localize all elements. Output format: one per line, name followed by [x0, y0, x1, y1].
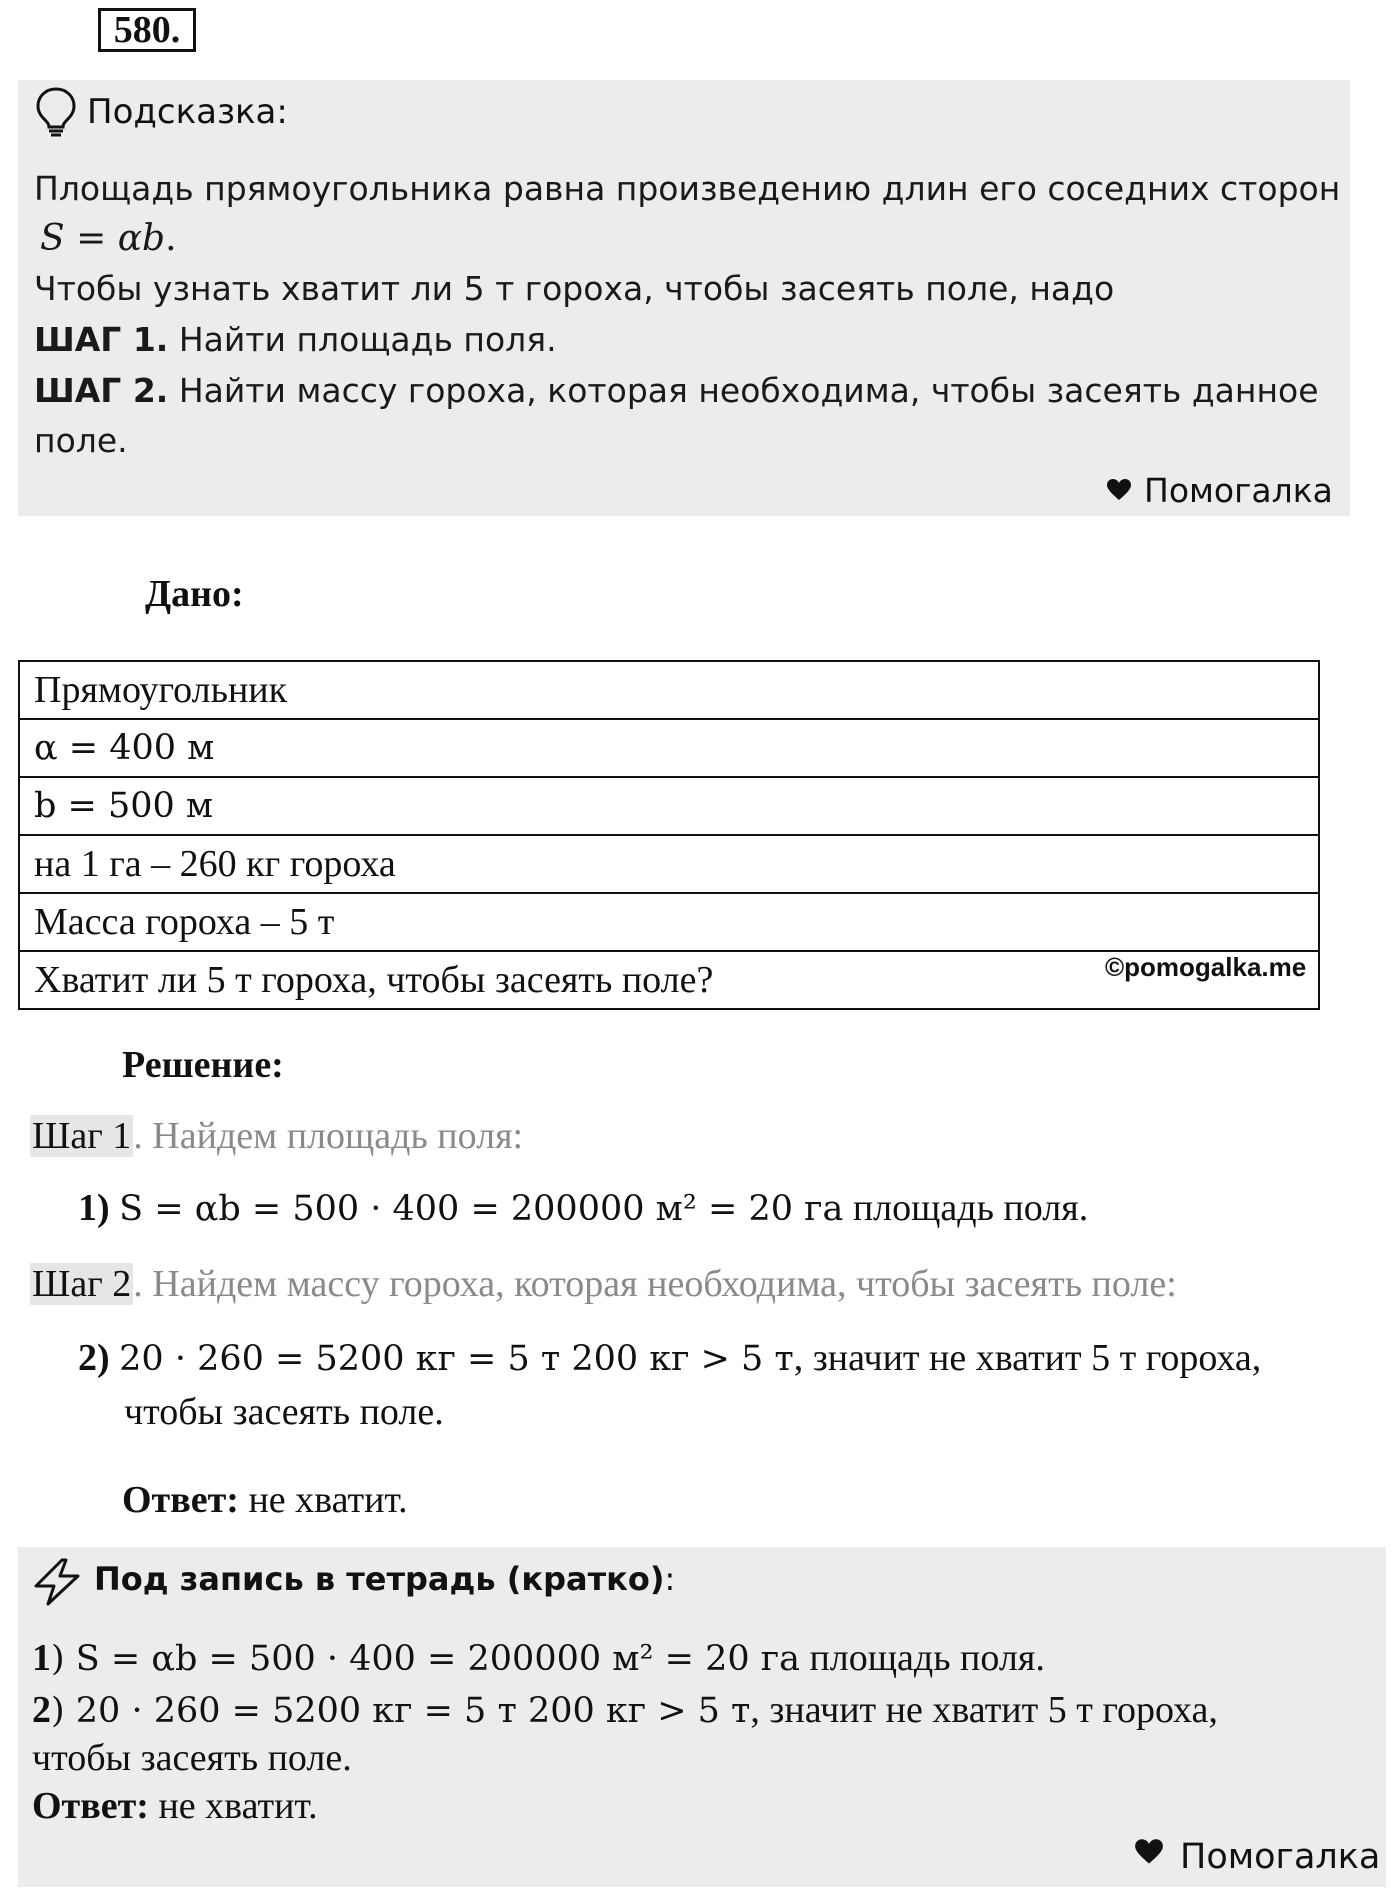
lightbulb-icon [34, 86, 78, 138]
calc-1-number: 1) [78, 1187, 110, 1229]
heart-icon [1106, 478, 1132, 502]
solution-calc-1 [78, 1186, 1088, 1230]
hint-text-area-rule: Площадь прямоугольника равна произведению длин его соседних сторон [34, 169, 1341, 208]
notebook-title-text: Под запись в тетрадь (кратко) [94, 1560, 665, 1598]
notebook-answer-text: не хватит. [148, 1785, 318, 1827]
notebook-line-2-number: 2 [32, 1689, 51, 1731]
formula-eq: = [64, 218, 118, 259]
hint-formula [40, 214, 177, 264]
notebook-line-1 [32, 1636, 1045, 1680]
notebook-line-2-text: , значит не хватит 5 т гороха, [750, 1689, 1218, 1731]
hint-title: Подсказка: [87, 92, 288, 132]
solution-title: Решение: [122, 1044, 284, 1086]
hint-step-2 [34, 366, 1319, 416]
calc-2-text: , значит не хватит 5 т гороха, [793, 1337, 1262, 1379]
notebook-line-2 [32, 1688, 1218, 1732]
lightning-icon [32, 1558, 82, 1606]
given-cell-rate: на 1 га – 260 кг гороха [19, 835, 1319, 893]
notebook-answer [32, 1784, 318, 1828]
notebook-line-3: чтобы засеять поле. [32, 1737, 352, 1779]
hint-brand: Помогалка [1144, 471, 1333, 510]
hint-step-2-cont: поле. [34, 421, 128, 460]
given-row [19, 777, 1319, 835]
solution-calc-2-cont: чтобы засеять поле. [124, 1391, 444, 1433]
watermark: ©pomogalka.me [1105, 952, 1307, 982]
calc-1-text: площадь поля. [843, 1187, 1089, 1229]
given-row [19, 719, 1319, 777]
given-row [19, 835, 1319, 893]
notebook-title-colon: : [664, 1560, 676, 1598]
solution-step-2 [30, 1262, 1177, 1306]
step-2-tag: Шаг 2 [32, 1263, 132, 1305]
answer-label: Ответ: [122, 1479, 239, 1521]
calc-2-number: 2) [78, 1337, 110, 1379]
notebook-line-2-math: ) 20 · 260 = 5200 кг = 5 т 200 кг > 5 т [51, 1691, 751, 1731]
hint-step-1-label: ШАГ 1. [34, 320, 169, 359]
hint-step-1 [34, 315, 557, 365]
solution-step-1 [30, 1114, 523, 1158]
notebook-brand: Помогалка [1180, 1837, 1381, 1877]
notebook-answer-label: Ответ: [32, 1785, 149, 1827]
hint-step-1-text: Найти площадь поля. [168, 320, 557, 359]
hint-step-2-label: ШАГ 2. [34, 371, 169, 410]
step-1-text: . Найдем площадь поля: [133, 1115, 524, 1157]
given-row [19, 893, 1319, 951]
given-title: Дано: [145, 573, 244, 615]
notebook-line-1-math: ) S = αb = 500 · 400 = 200000 м² = 20 га [51, 1639, 800, 1679]
step-2-text: . Найдем массу гороха, которая необходима, чтобы засеять поле: [133, 1263, 1177, 1305]
given-cell-mass: Масса гороха – 5 т [19, 893, 1319, 951]
hint-text-task: Чтобы узнать хватит ли 5 т гороха, чтобы засеять поле, надо [34, 269, 1115, 308]
given-cell-side-a: α = 400 м [19, 719, 1319, 777]
hint-step-2-text: Найти массу гороха, которая необходима, чтобы засеять данное [168, 371, 1319, 410]
answer-text: не хватит. [238, 1479, 408, 1521]
formula-s: S [40, 218, 65, 259]
solution-calc-2 [78, 1336, 1261, 1380]
notebook-line-1-text: площадь поля. [799, 1637, 1045, 1679]
notebook-line-1-number: 1 [32, 1637, 51, 1679]
heart-icon [1134, 1838, 1164, 1866]
calc-1-math: S = αb = 500 · 400 = 200000 м² = 20 га [119, 1189, 844, 1229]
formula-ab: αb [117, 218, 166, 259]
given-cell-figure: Прямоугольник [19, 661, 1319, 719]
problem-number: 580. [98, 8, 196, 52]
given-cell-question: Хватит ли 5 т гороха, чтобы засеять поле? [19, 951, 1319, 1009]
solution-answer [122, 1478, 408, 1522]
given-cell-side-b: b = 500 м [19, 777, 1319, 835]
notebook-title [94, 1557, 675, 1601]
calc-2-math: 20 · 260 = 5200 кг = 5 т 200 кг > 5 т [119, 1339, 794, 1379]
step-1-tag: Шаг 1 [32, 1115, 132, 1157]
formula-end: . [165, 218, 177, 259]
given-row [19, 661, 1319, 719]
